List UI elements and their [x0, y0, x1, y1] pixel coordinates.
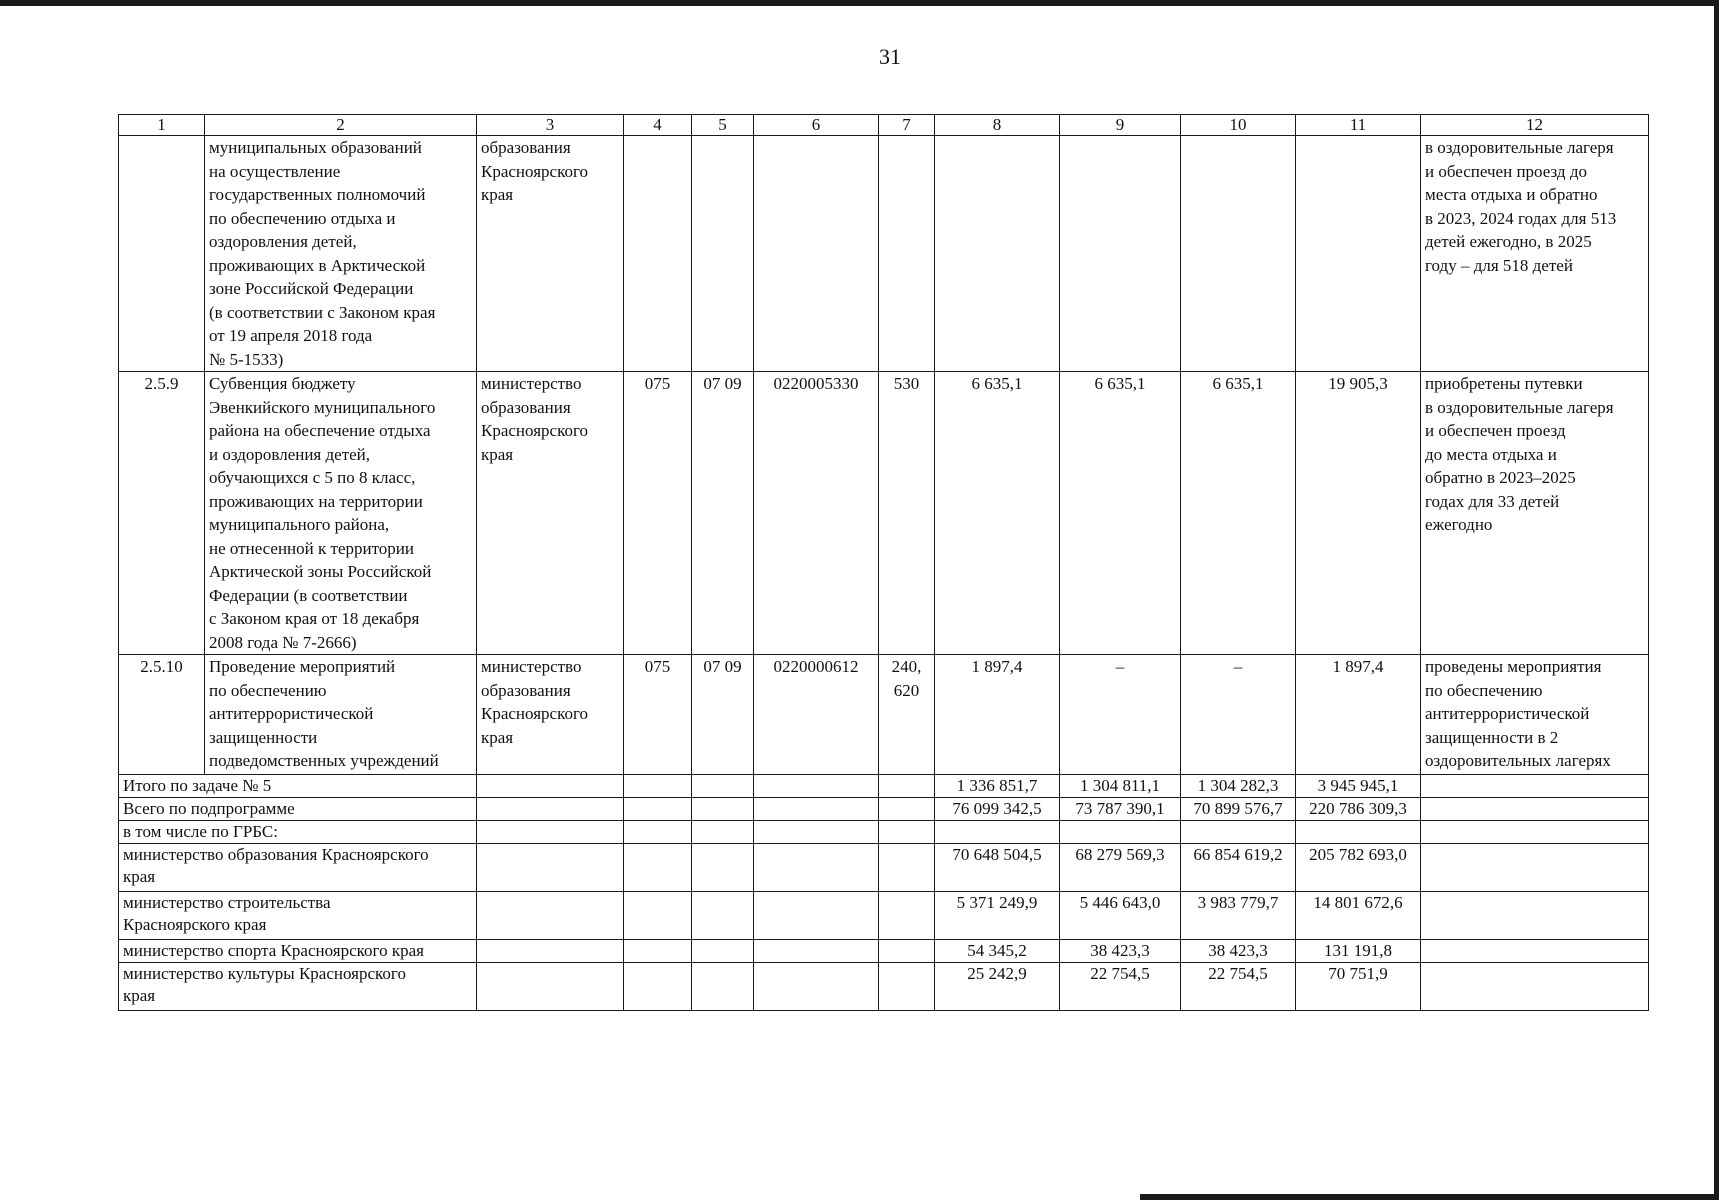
total-sum [1296, 821, 1421, 844]
total-sum: 220 786 309,3 [1296, 798, 1421, 821]
empty-cell [624, 892, 692, 940]
total-sum: 70 751,9 [1296, 963, 1421, 1011]
total-sum: 205 782 693,0 [1296, 844, 1421, 892]
empty-cell [754, 844, 879, 892]
column-header: 4 [624, 115, 692, 136]
empty-cell [477, 798, 624, 821]
amount-2025: – [1181, 655, 1296, 775]
row-number: 2.5.10 [119, 655, 205, 775]
total-row [119, 821, 1649, 844]
empty-cell [879, 963, 935, 1011]
measure-name: Проведение мероприятий по обеспечению антитеррористической защищенности подведомственных учреждений [205, 655, 477, 775]
grbs-code [624, 136, 692, 372]
total-row [119, 798, 1649, 821]
total-2024: 38 423,3 [1060, 940, 1181, 963]
amount-total: 19 905,3 [1296, 372, 1421, 655]
empty-cell [879, 798, 935, 821]
empty-cell [692, 798, 754, 821]
total-label: министерство культуры Красноярского края [119, 963, 477, 1011]
total-2025: 66 854 619,2 [1181, 844, 1296, 892]
scan-border-right [1714, 0, 1719, 1200]
expense-type-code [879, 136, 935, 372]
amount-total: 1 897,4 [1296, 655, 1421, 775]
expected-result: в оздоровительные лагеря и обеспечен проезд до места отдыха и обратно в 2023, 2024 годах для 513 детей ежегодно, в 2025 году – для 518 детей [1421, 136, 1649, 372]
empty-cell [477, 821, 624, 844]
total-sum: 14 801 672,6 [1296, 892, 1421, 940]
total-2025 [1181, 821, 1296, 844]
empty-cell [1421, 940, 1649, 963]
empty-cell [754, 821, 879, 844]
total-2023: 70 648 504,5 [935, 844, 1060, 892]
empty-cell [879, 844, 935, 892]
column-header: 12 [1421, 115, 1649, 136]
total-row [119, 892, 1649, 940]
total-2024: 68 279 569,3 [1060, 844, 1181, 892]
empty-cell [1421, 892, 1649, 940]
column-header: 7 [879, 115, 935, 136]
empty-cell [692, 963, 754, 1011]
amount-2025: 6 635,1 [1181, 372, 1296, 655]
row-number [119, 136, 205, 372]
total-sum: 131 191,8 [1296, 940, 1421, 963]
column-header: 5 [692, 115, 754, 136]
empty-cell [692, 844, 754, 892]
column-header: 2 [205, 115, 477, 136]
total-2025: 22 754,5 [1181, 963, 1296, 1011]
total-label: министерство образования Красноярского края [119, 844, 477, 892]
amount-2024 [1060, 136, 1181, 372]
target-article-code: 0220005330 [754, 372, 879, 655]
scan-border-top [0, 0, 1719, 6]
empty-cell [624, 844, 692, 892]
total-2023: 25 242,9 [935, 963, 1060, 1011]
empty-cell [477, 940, 624, 963]
total-2023 [935, 821, 1060, 844]
expected-result: проведены мероприятия по обеспечению антитеррористической защищенности в 2 оздоровительных лагерях [1421, 655, 1649, 775]
grbs-name: министерство образования Красноярского края [477, 655, 624, 775]
total-2023: 1 336 851,7 [935, 775, 1060, 798]
table-row [119, 372, 1649, 655]
amount-2025 [1181, 136, 1296, 372]
amount-2023: 1 897,4 [935, 655, 1060, 775]
row-number: 2.5.9 [119, 372, 205, 655]
total-row [119, 940, 1649, 963]
column-header: 11 [1296, 115, 1421, 136]
empty-cell [477, 892, 624, 940]
total-2025: 1 304 282,3 [1181, 775, 1296, 798]
column-header: 9 [1060, 115, 1181, 136]
amount-2023 [935, 136, 1060, 372]
budget-table [118, 114, 1649, 1011]
grbs-code: 075 [624, 655, 692, 775]
total-2023: 76 099 342,5 [935, 798, 1060, 821]
total-row [119, 775, 1649, 798]
expense-type-code: 240, 620 [879, 655, 935, 775]
total-2024: 73 787 390,1 [1060, 798, 1181, 821]
empty-cell [624, 940, 692, 963]
amount-2024: 6 635,1 [1060, 372, 1181, 655]
total-2024: 22 754,5 [1060, 963, 1181, 1011]
column-header: 8 [935, 115, 1060, 136]
grbs-name: образования Красноярского края [477, 136, 624, 372]
measure-name: муниципальных образований на осуществление государственных полномочий по обеспечению отдыха и оздоровления детей, проживающих в Арктической зоне Российской Федерации (в соответствии с Законом края от 19 апреля 2018 года № 5-1533) [205, 136, 477, 372]
target-article-code: 0220000612 [754, 655, 879, 775]
empty-cell [879, 821, 935, 844]
empty-cell [624, 775, 692, 798]
empty-cell [624, 798, 692, 821]
total-2024: 1 304 811,1 [1060, 775, 1181, 798]
expected-result: приобретены путевки в оздоровительные лагеря и обеспечен проезд до места отдыха и обратно в 2023–2025 годах для 33 детей ежегодно [1421, 372, 1649, 655]
total-2024: 5 446 643,0 [1060, 892, 1181, 940]
empty-cell [477, 775, 624, 798]
empty-cell [879, 940, 935, 963]
empty-cell [692, 892, 754, 940]
total-label: министерство спорта Красноярского края [119, 940, 477, 963]
column-header: 1 [119, 115, 205, 136]
grbs-name: министерство образования Красноярского края [477, 372, 624, 655]
table-row [119, 655, 1649, 775]
total-sum: 3 945 945,1 [1296, 775, 1421, 798]
expense-type-code: 530 [879, 372, 935, 655]
target-article-code [754, 136, 879, 372]
measure-name: Субвенция бюджету Эвенкийского муниципального района на обеспечение отдыха и оздоровления детей, обучающихся с 5 по 8 класс, проживающих на территории муниципального района, не отнесенной к территории Арктической зоны Российской Федерации (в соответствии с Законом края от 18 декабря 2008 года № 7-2666) [205, 372, 477, 655]
total-2025: 70 899 576,7 [1181, 798, 1296, 821]
column-header-row [119, 115, 1649, 136]
total-2023: 5 371 249,9 [935, 892, 1060, 940]
page-number: 31 [879, 44, 901, 69]
column-header: 3 [477, 115, 624, 136]
section-code: 07 09 [692, 372, 754, 655]
empty-cell [477, 844, 624, 892]
amount-2023: 6 635,1 [935, 372, 1060, 655]
total-2024 [1060, 821, 1181, 844]
grbs-code: 075 [624, 372, 692, 655]
empty-cell [692, 775, 754, 798]
table-row [119, 136, 1649, 372]
empty-cell [1421, 821, 1649, 844]
section-code: 07 09 [692, 655, 754, 775]
section-code [692, 136, 754, 372]
total-2025: 38 423,3 [1181, 940, 1296, 963]
total-label: в том числе по ГРБС: [119, 821, 477, 844]
empty-cell [692, 940, 754, 963]
scan-border-bottom [1140, 1194, 1719, 1200]
empty-cell [754, 798, 879, 821]
empty-cell [1421, 963, 1649, 1011]
column-header: 10 [1181, 115, 1296, 136]
empty-cell [879, 892, 935, 940]
empty-cell [879, 775, 935, 798]
empty-cell [1421, 775, 1649, 798]
empty-cell [624, 821, 692, 844]
empty-cell [754, 963, 879, 1011]
empty-cell [692, 821, 754, 844]
empty-cell [754, 892, 879, 940]
empty-cell [477, 963, 624, 1011]
empty-cell [754, 775, 879, 798]
empty-cell [624, 963, 692, 1011]
amount-total [1296, 136, 1421, 372]
empty-cell [1421, 798, 1649, 821]
total-label: Итого по задаче № 5 [119, 775, 477, 798]
empty-cell [754, 940, 879, 963]
total-label: Всего по подпрограмме [119, 798, 477, 821]
column-header: 6 [754, 115, 879, 136]
empty-cell [1421, 844, 1649, 892]
total-2025: 3 983 779,7 [1181, 892, 1296, 940]
total-2023: 54 345,2 [935, 940, 1060, 963]
total-label: министерство строительства Красноярского края [119, 892, 477, 940]
total-row [119, 844, 1649, 892]
amount-2024: – [1060, 655, 1181, 775]
total-row [119, 963, 1649, 1011]
